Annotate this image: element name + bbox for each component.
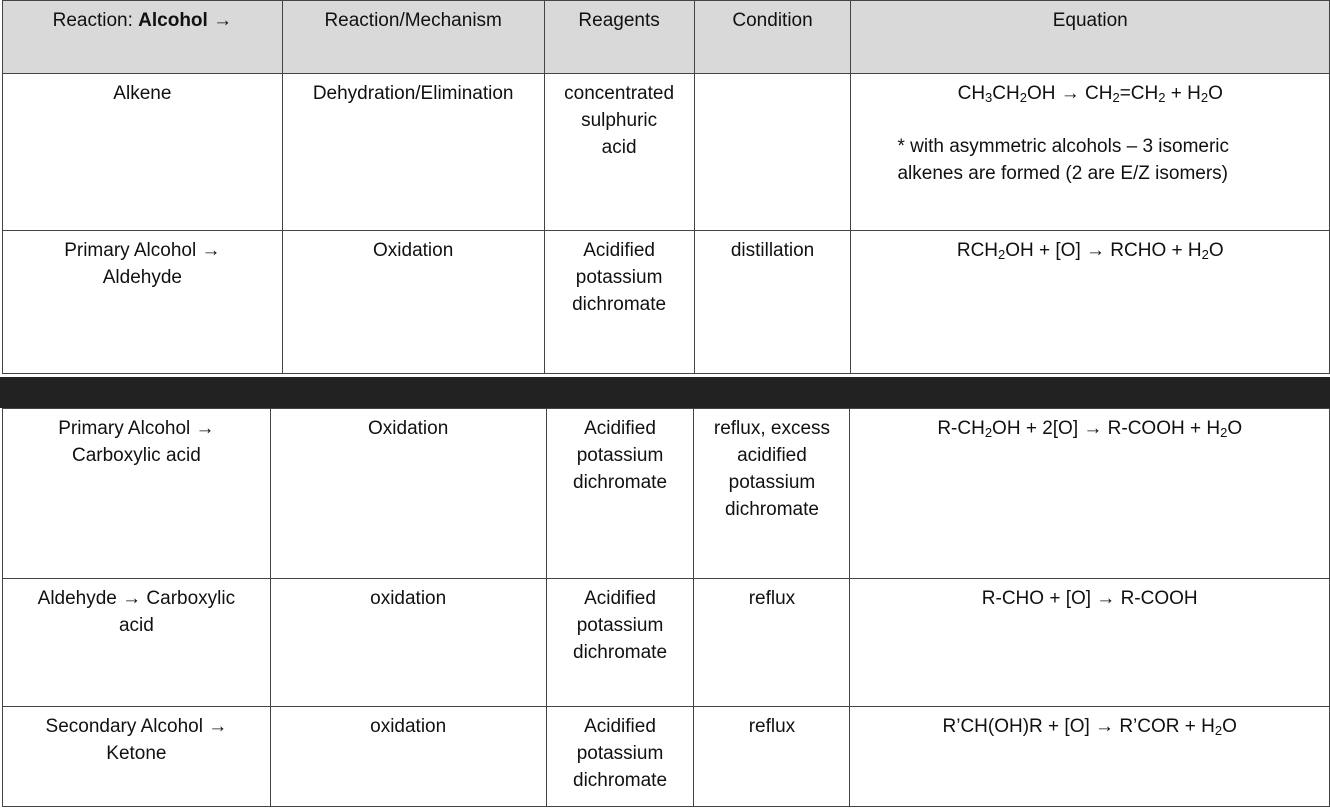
condition-line: reflux: [748, 716, 796, 737]
note-line: alkenes are formed (2 are E/Z isomers): [897, 163, 1228, 184]
reagents-cell: [544, 74, 694, 231]
table-row: [3, 74, 1330, 231]
reaction-cell: [3, 409, 271, 579]
reaction-cell: [3, 579, 271, 707]
page-break-bar: [0, 377, 1330, 408]
condition-line: distillation: [730, 240, 815, 261]
reagents-line: sulphuric: [581, 110, 658, 131]
reagents-line: Acidified: [584, 418, 656, 439]
eq-subscript: 2: [1112, 90, 1120, 105]
reactions-table-top: [2, 0, 1330, 374]
header-reaction: [3, 1, 283, 74]
eq-part: + H: [1165, 83, 1201, 104]
eq-subscript: 2: [998, 247, 1006, 262]
eq-subscript: 2: [1220, 425, 1228, 440]
reaction-line: Ketone: [106, 743, 167, 764]
equation-cell: [850, 579, 1330, 707]
eq-subscript: 2: [1200, 90, 1209, 105]
eq-subscript: 3: [985, 90, 993, 105]
condition-line: reflux, excess: [713, 418, 831, 439]
equation-note: [857, 133, 1323, 187]
reaction-cell: [3, 707, 271, 807]
reagents-cell: [546, 579, 694, 707]
reaction-line: Primary Alcohol →: [64, 240, 221, 261]
equation-cell: [850, 707, 1330, 807]
equation-cell: [850, 409, 1330, 579]
eq-part: RCH: [956, 240, 999, 261]
eq-part: OH → CH: [1026, 83, 1113, 104]
mechanism-cell: [282, 231, 544, 374]
condition-cell: [694, 74, 851, 231]
mechanism-cell: [270, 409, 546, 579]
reaction-line: Aldehyde → Carboxylic: [37, 588, 236, 609]
mechanism-cell: [270, 707, 546, 807]
header-reaction-prefix: Reaction:: [52, 10, 139, 31]
eq-part: O: [1208, 83, 1223, 104]
reagents-line: potassium: [576, 615, 664, 636]
header-row: [3, 1, 1330, 74]
header-equation: Equation: [851, 1, 1330, 74]
mechanism-line: Oxidation: [373, 240, 454, 261]
table-row: [3, 579, 1330, 707]
header-mechanism: Reaction/Mechanism: [282, 1, 544, 74]
table-row: [3, 409, 1330, 579]
reaction-line: acid: [118, 615, 154, 636]
condition-cell: [694, 231, 851, 374]
eq-subscript: 2: [1214, 723, 1223, 738]
eq-subscript: 2: [1201, 247, 1209, 262]
eq-subscript: 2: [984, 425, 993, 440]
header-condition: Condition: [694, 1, 851, 74]
eq-part: CH: [992, 83, 1020, 104]
reagents-line: dichromate: [572, 294, 667, 315]
eq-part: O: [1222, 716, 1237, 737]
eq-part: CH: [957, 83, 986, 104]
reagents-line: potassium: [576, 445, 664, 466]
mechanism-line: Oxidation: [368, 418, 449, 439]
condition-cell: [694, 579, 850, 707]
reagents-cell: [544, 231, 694, 374]
mechanism-cell: [270, 579, 546, 707]
equation-text: [856, 415, 1323, 442]
condition-line: reflux: [748, 588, 796, 609]
reaction-line: Secondary Alcohol →: [45, 716, 228, 737]
eq-subscript: 2: [1019, 90, 1027, 105]
equation-text: [856, 713, 1323, 740]
note-line: * with asymmetric alcohols – 3 isomeric: [897, 136, 1230, 157]
equation-cell: [851, 74, 1330, 231]
reagents-cell: [546, 409, 694, 579]
reagents-line: dichromate: [573, 472, 668, 493]
header-reaction-alcohol: Alcohol →: [138, 10, 233, 31]
mechanism-line: Dehydration/Elimination: [312, 83, 514, 104]
table-row: [3, 231, 1330, 374]
reagents-line: potassium: [575, 267, 663, 288]
condition-cell: [694, 707, 850, 807]
equation-cell: [851, 231, 1330, 374]
reagents-line: Acidified: [584, 716, 656, 737]
reaction-cell: [3, 74, 283, 231]
reagents-cell: [546, 707, 694, 807]
eq-part: R-CH: [937, 418, 985, 439]
equation-text: [857, 80, 1323, 107]
reagents-line: dichromate: [573, 642, 668, 663]
mechanism-line: oxidation: [370, 588, 447, 609]
reaction-line: Primary Alcohol →: [58, 418, 215, 439]
header-reagents: Reagents: [544, 1, 694, 74]
table-row: [3, 707, 1330, 807]
reaction-line: Aldehyde: [102, 267, 182, 288]
equation-text: [857, 237, 1323, 264]
reagents-line: Acidified: [584, 588, 656, 609]
reaction-line: Alkene: [113, 83, 172, 104]
eq-part: OH + [O] → RCHO + H: [1005, 240, 1202, 261]
reaction-cell: [3, 231, 283, 374]
eq-subscript: 2: [1158, 90, 1166, 105]
eq-part: OH + 2[O] → R-COOH + H: [992, 418, 1221, 439]
reaction-line: Carboxylic acid: [71, 445, 201, 466]
reagents-line: concentrated: [564, 83, 675, 104]
equation-text: R-CHO + [O] → R-COOH: [981, 588, 1198, 609]
reagents-line: dichromate: [573, 770, 668, 791]
condition-line: acidified: [737, 445, 807, 466]
mechanism-cell: [282, 74, 544, 231]
reactions-table-bottom: [2, 408, 1330, 807]
eq-part: O: [1227, 418, 1243, 439]
eq-part: O: [1208, 240, 1224, 261]
reagents-line: potassium: [576, 743, 664, 764]
mechanism-line: oxidation: [370, 716, 447, 737]
condition-cell: [694, 409, 850, 579]
reagents-line: Acidified: [583, 240, 656, 261]
condition-line: dichromate: [724, 499, 819, 520]
condition-line: potassium: [728, 472, 816, 493]
eq-part: =CH: [1119, 83, 1159, 104]
eq-part: R’CH(OH)R + [O] → R’COR + H: [942, 716, 1215, 737]
reagents-line: acid: [601, 137, 637, 158]
